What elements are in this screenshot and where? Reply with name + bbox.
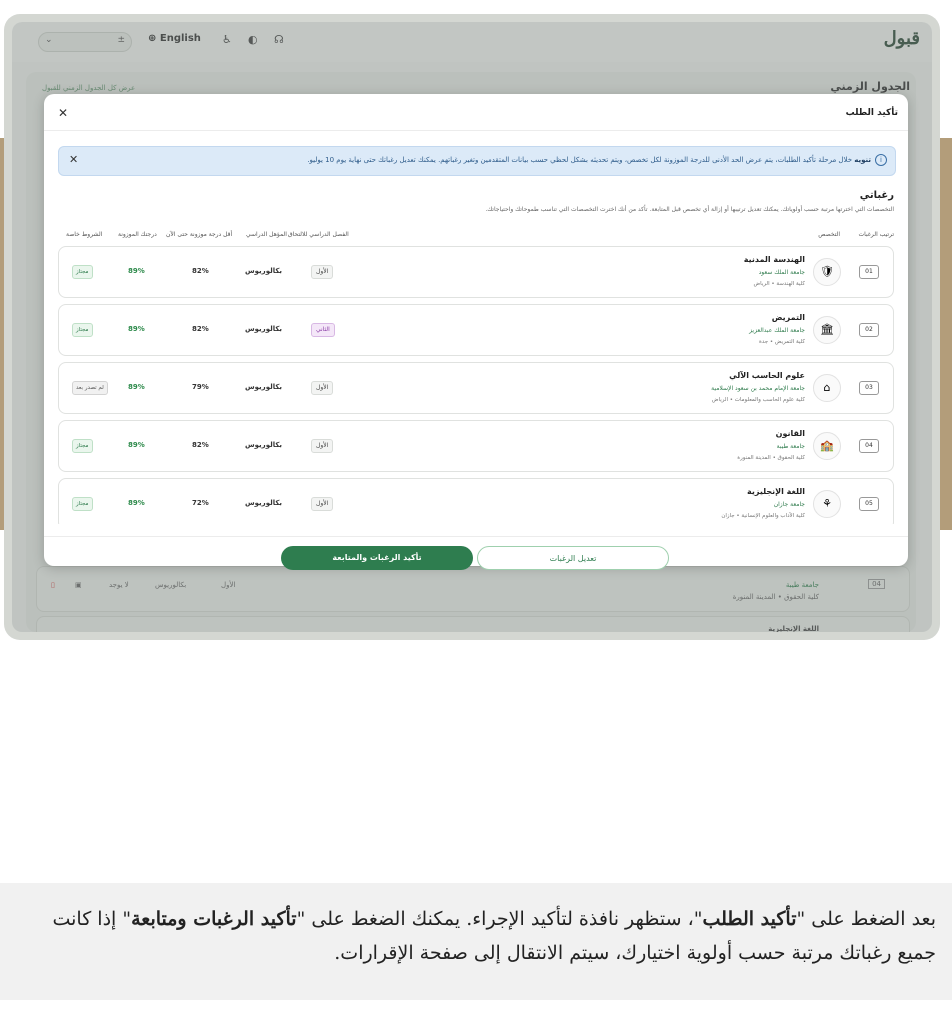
- confirm-wishes-button[interactable]: تأكيد الرغبات والمتابعة: [281, 546, 473, 570]
- rank-badge: 03: [859, 381, 879, 395]
- conditions-badge: مجتاز: [72, 497, 93, 511]
- header-conditions: الشروط خاصة: [66, 231, 103, 238]
- view-schedule-link[interactable]: عرض كل الجدول الزمني للقبول: [42, 84, 136, 92]
- bg-rank: 04: [868, 579, 885, 589]
- major-name: القانون: [775, 429, 805, 438]
- university-name: جامعة الملك عبدالعزيز: [749, 327, 805, 334]
- section-title: رغباتي: [859, 190, 894, 201]
- app-screen: [12, 22, 932, 632]
- major-name: التمريض: [771, 313, 805, 322]
- your-weight: 89%: [128, 441, 145, 449]
- term-badge: الأول: [311, 439, 333, 453]
- caption-part: بعد الضغط على ": [796, 908, 936, 930]
- university-logo-icon: 🏫: [813, 432, 841, 460]
- confirm-request-modal: [44, 94, 908, 566]
- language-label: English: [159, 33, 201, 44]
- wish-row[interactable]: [58, 304, 894, 356]
- term-badge: الأول: [311, 265, 333, 279]
- notice-bold: تنويه: [854, 156, 871, 164]
- your-weight: 89%: [128, 499, 145, 507]
- term-badge: الثاني: [311, 323, 335, 337]
- bg-university: جامعة طيبة: [785, 581, 819, 589]
- bg-row5-name: اللغة الإنجليزية: [768, 625, 819, 632]
- background-strip-right: [938, 138, 952, 530]
- caption-bold: تأكيد الرغبات ومتابعة: [131, 908, 297, 930]
- page-title: الجدول الزمني: [830, 80, 910, 93]
- notice-body: خلال مرحلة تأكيد الطلبات، يتم عرض الحد الأدنى للدرجة الموزونة لكل تخصص، ويتم تحديثه بشكل لحظي حسب بيانات المتقدمين وتغير رغباتهم. يمكنك تعديل رغباتك حتى نهاية يوم 10 يوليو.: [307, 156, 853, 164]
- divider: [44, 130, 908, 131]
- chevron-down-icon: ⌄: [45, 35, 53, 45]
- wish-row[interactable]: [58, 246, 894, 298]
- caption-text: [20, 902, 936, 970]
- conditions-badge: مجتاز: [72, 265, 93, 279]
- university-logo-icon: 🛡: [813, 258, 841, 286]
- university-name: جامعة الملك سعود: [758, 269, 805, 276]
- header-qualification: المؤهل الدراسي: [246, 231, 287, 238]
- delete-icon[interactable]: ▯: [51, 581, 55, 589]
- accessibility-icon[interactable]: ♿: [222, 33, 232, 46]
- rank-badge: 05: [859, 497, 879, 511]
- notice-alert: [58, 146, 896, 176]
- rank-badge: 04: [859, 439, 879, 453]
- bg-qualification: بكالوريوس: [155, 581, 187, 589]
- college-name: كلية التمريض • جدة: [758, 339, 805, 345]
- min-weight: 79%: [192, 383, 209, 391]
- contrast-icon[interactable]: ◐: [248, 33, 258, 46]
- min-weight: 72%: [192, 499, 209, 507]
- term-badge: الأول: [311, 381, 333, 395]
- conditions-badge: لم تصدر بعد: [72, 381, 108, 395]
- your-weight: 89%: [128, 267, 145, 275]
- divider: [44, 536, 908, 537]
- caption-part: "، ستظهر نافذة لتأكيد الإجراء. يمكنك الضغط على ": [296, 908, 703, 930]
- caption-bold: تأكيد الطلب: [702, 908, 797, 930]
- header-min-weight: أقل درجة موزونة حتى الآن: [166, 231, 233, 238]
- header-major: التخصص: [818, 231, 840, 238]
- conditions-badge: مجتاز: [72, 439, 93, 453]
- major-name: علوم الحاسب الآلي: [729, 371, 805, 380]
- clear-icon[interactable]: ±: [117, 35, 125, 45]
- rank-badge: 02: [859, 323, 879, 337]
- bg-conditions: لا يوجد: [109, 581, 129, 589]
- qualification: بكالوريوس: [245, 383, 283, 391]
- university-name: جامعة الإمام محمد بن سعود الإسلامية: [711, 385, 805, 392]
- university-name: جامعة جازان: [773, 501, 805, 508]
- major-name: الهندسة المدنية: [743, 255, 805, 264]
- modal-title: تأكيد الطلب: [845, 108, 898, 118]
- header-your-weight: درجتك الموزونة: [118, 231, 157, 238]
- info-icon: i: [875, 154, 887, 166]
- university-logo-icon: ⚘: [813, 490, 841, 518]
- close-icon[interactable]: ✕: [69, 153, 79, 166]
- university-logo-icon: ⌂: [813, 374, 841, 402]
- info-icon[interactable]: ▣: [75, 581, 82, 589]
- min-weight: 82%: [192, 267, 209, 275]
- your-weight: 89%: [128, 383, 145, 391]
- wish-row[interactable]: [58, 420, 894, 472]
- qualification: بكالوريوس: [245, 441, 283, 449]
- qualification: بكالوريوس: [245, 325, 283, 333]
- conditions-badge: مجتاز: [72, 323, 93, 337]
- edit-wishes-button[interactable]: تعديل الرغبات: [477, 546, 669, 570]
- college-name: كلية علوم الحاسب والمعلومات • الرياض: [711, 397, 805, 403]
- headset-icon[interactable]: ☊: [274, 33, 284, 46]
- min-weight: 82%: [192, 441, 209, 449]
- wish-row[interactable]: [58, 362, 894, 414]
- globe-icon: ⊕: [148, 33, 157, 44]
- qualification: بكالوريوس: [245, 499, 283, 507]
- screenshot-frame: [4, 14, 940, 640]
- wish-row[interactable]: [58, 478, 894, 524]
- college-name: كلية الحقوق • المدينة المنورة: [737, 455, 805, 461]
- major-name: اللغة الإنجليزية: [747, 487, 805, 496]
- college-name: كلية الآداب والعلوم الإنسانية • جازان: [721, 513, 805, 519]
- bg-term: الأول: [221, 581, 236, 589]
- term-badge: الأول: [311, 497, 333, 511]
- college-name: كلية الهندسة • الرياض: [753, 281, 805, 287]
- section-description: التخصصات التي اخترتها مرتبة حسب أولوياتك. يمكنك تعديل ترتيبها أو إزالة أي تخصص قبل المتابعة. تأكد من أنك اخترت التخصصات التي تناسب طموحاتك واحتياجاتك.: [485, 206, 894, 213]
- wishes-list[interactable]: [58, 246, 894, 524]
- your-weight: 89%: [128, 325, 145, 333]
- close-icon[interactable]: ✕: [58, 106, 69, 120]
- notice-text: [307, 156, 871, 164]
- university-logo-icon: 🏛: [813, 316, 841, 344]
- qualification: بكالوريوس: [245, 267, 283, 275]
- logo: قبول: [883, 28, 920, 49]
- min-weight: 82%: [192, 325, 209, 333]
- university-name: جامعة طيبة: [776, 443, 805, 450]
- header-rank: ترتيب الرغبات: [858, 231, 894, 238]
- rank-badge: 01: [859, 265, 879, 279]
- header-term: الفصل الدراسي للالتحاق: [288, 231, 349, 238]
- caption-part: " إذا كانت جميع رغباتك مرتبة حسب أولوية اختيارك، سيتم الانتقال إلى صفحة الإقرارات.: [52, 908, 936, 964]
- bg-college: كلية الحقوق • المدينة المنورة: [732, 593, 819, 601]
